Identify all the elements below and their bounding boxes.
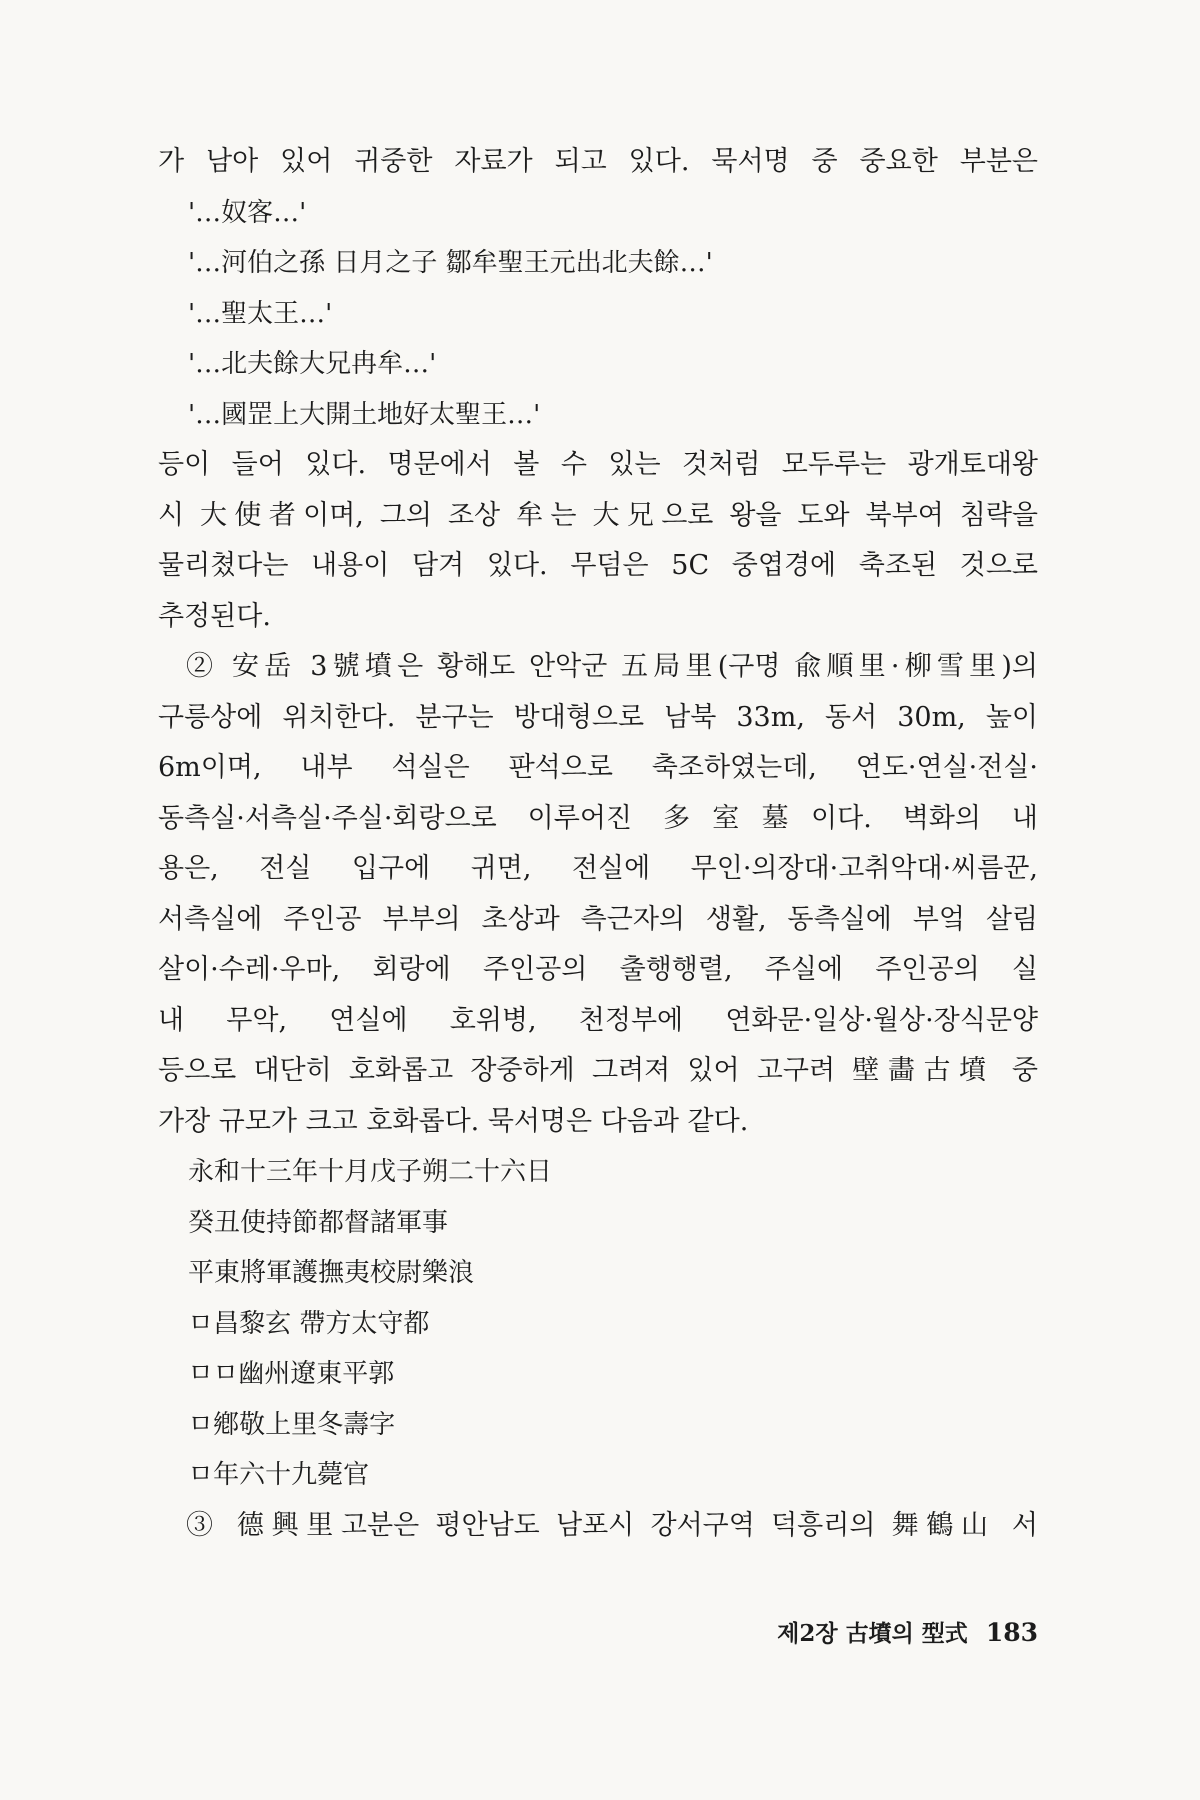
text-line: 6m이며, 내부 석실은 판석으로 축조하였는데, 연도·연실·전실·	[158, 752, 1038, 783]
body-text	[158, 137, 1038, 1551]
text-line: '…奴客…'	[188, 197, 307, 228]
text-line: 가 남아 있어 귀중한 자료가 되고 있다. 묵서명 중 중요한 부분은	[158, 146, 1038, 177]
text-line: 동측실·서측실·주실·회랑으로 이루어진 多室墓이다. 벽화의 내	[158, 802, 1038, 834]
text-line: '…聖太王…'	[188, 298, 333, 329]
running-head: 제2장 古墳의 型式	[777, 1620, 968, 1647]
text-line: ㅁ年六十九薨官	[188, 1460, 370, 1490]
text-line: 서측실에 주인공 부부의 초상과 측근자의 생활, 동측실에 부엌 살림	[158, 903, 1038, 935]
text-line: ㅁ鄕敬上里冬壽字	[188, 1409, 396, 1440]
text-line: 永和十三年十月戊子朔二十六日	[188, 1157, 553, 1187]
text-line: 平東將軍護撫夷校尉樂浪	[188, 1258, 475, 1288]
text-line: ㅁㅁ幽州遼東平郭	[188, 1359, 395, 1389]
text-line: '…河伯之孫 日月之子 鄒牟聖王元出北夫餘…'	[188, 248, 713, 278]
text-line: 등이 들어 있다. 명문에서 볼 수 있는 것처럼 모두루는 광개토대왕	[158, 449, 1038, 480]
text-line: ② 安岳 3號墳은 황해도 안악군 五局里(구명 兪順里·柳雪里)의	[186, 651, 1038, 682]
text-line: 구릉상에 위치한다. 분구는 방대형으로 남북 33m, 동서 30m, 높이	[158, 701, 1038, 733]
text-line: ③ 德興里고분은 평안남도 남포시 강서구역 덕흥리의 舞鶴山 서	[186, 1509, 1038, 1541]
text-line: 시 大使者이며, 그의 조상 牟는 大兄으로 왕을 도와 북부여 침략을	[158, 499, 1038, 531]
text-line: 물리쳤다는 내용이 담겨 있다. 무덤은 5C 중엽경에 축조된 것으로	[158, 550, 1038, 581]
page-footer	[730, 1615, 1038, 1648]
text-line: 내 무악, 연실에 호위병, 천정부에 연화문·일상·월상·장식문양	[158, 1004, 1038, 1036]
page-number: 183	[985, 1618, 1038, 1647]
text-line: '…國罡上大開土地好太聖王…'	[188, 399, 541, 430]
text-line: 추정된다.	[158, 600, 271, 632]
text-line: 용은, 전실 입구에 귀면, 전실에 무인·의장대·고취악대·씨름꾼,	[158, 853, 1038, 884]
text-line: '…北夫餘大兄冉牟…'	[188, 349, 437, 379]
text-line: 癸丑使持節都督諸軍事	[188, 1207, 449, 1238]
text-line: ㅁ昌黎玄 帶方太守都	[188, 1308, 430, 1339]
text-line: 가장 규모가 크고 호화롭다. 묵서명은 다음과 같다.	[158, 1105, 749, 1137]
text-line: 살이·수레·우마, 회랑에 주인공의 출행행렬, 주실에 주인공의 실	[158, 954, 1038, 985]
text-line: 등으로 대단히 호화롭고 장중하게 그려져 있어 고구려 壁畵古墳 중	[158, 1055, 1038, 1086]
